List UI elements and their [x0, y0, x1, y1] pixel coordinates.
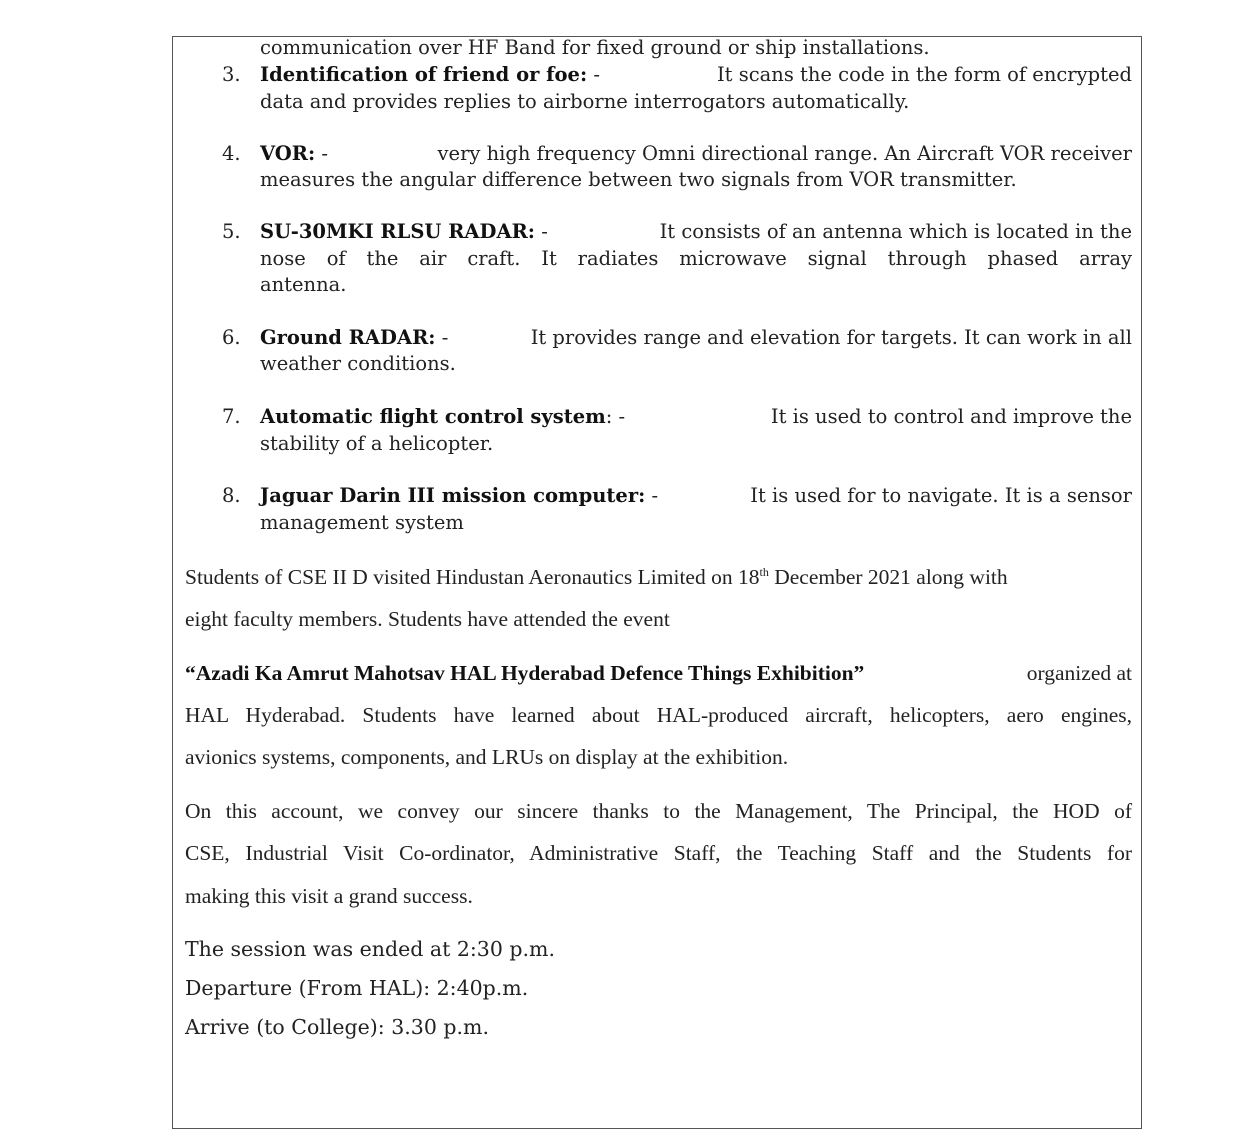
item-text: It is used for to navigate. It is a sensor	[750, 484, 1132, 507]
item-number: 5.	[222, 220, 241, 243]
list-item-vor	[260, 142, 1132, 165]
session-end-time: The session was ended at 2:30 p.m.	[185, 937, 555, 961]
item-number: 8.	[222, 484, 241, 507]
item-term: Jaguar Darin III mission computer:	[260, 484, 646, 507]
visit-paragraph-line	[185, 565, 1132, 590]
exhibition-paragraph-line: avionics systems, components, and LRUs on display at the exhibition.	[185, 745, 789, 769]
visit-text: Students of CSE II D visited Hindustan Aeronautics Limited on 18	[185, 565, 760, 589]
item-text: data and provides replies to airborne interrogators automatically.	[260, 90, 910, 113]
item-number: 7.	[222, 405, 241, 428]
exhibition-paragraph-line	[185, 661, 1132, 686]
item-text: very high frequency Omni directional range. An Aircraft VOR receiver	[437, 142, 1132, 165]
arrival-time: Arrive (to College): 3.30 p.m.	[185, 1015, 489, 1039]
exhibition-title: “Azadi Ka Amrut Mahotsav HAL Hyderabad Defence Things Exhibition”	[185, 661, 865, 685]
list-item-afcs	[260, 405, 1132, 428]
item-text: It consists of an antenna which is located in the	[659, 220, 1132, 243]
exhibition-text: organized at	[1026, 661, 1132, 685]
item-term: Identification of friend or foe:	[260, 63, 588, 86]
item-text: management system	[260, 511, 464, 534]
list-item-su30-radar	[260, 220, 1132, 243]
item-text: It scans the code in the form of encrypted	[716, 63, 1132, 86]
departure-time: Departure (From HAL): 2:40p.m.	[185, 976, 529, 1000]
item-text: It is used to control and improve the	[770, 405, 1132, 428]
item-number: 4.	[222, 142, 241, 165]
list-item-iff	[260, 63, 1132, 86]
thanks-paragraph-line: On this account, we convey our sincere thanks to the Management, The Principal, the HOD of	[185, 799, 1132, 823]
item-number: 3.	[222, 63, 241, 86]
item-separator: : -	[605, 405, 632, 428]
item-text: It provides range and elevation for targets. It can work in all	[530, 326, 1132, 349]
exhibition-paragraph-line: HAL Hyderabad. Students have learned about HAL-produced aircraft, helicopters, aero engines,	[185, 703, 1132, 727]
thanks-paragraph-line: making this visit a grand success.	[185, 884, 473, 908]
item-term: Ground RADAR:	[260, 326, 436, 349]
item-separator: -	[315, 142, 335, 165]
item-separator: -	[645, 484, 665, 507]
item-text: antenna.	[260, 273, 347, 296]
item-text: nose of the air craft. It radiates microwave signal through phased array	[260, 247, 1132, 270]
list-item-ground-radar	[260, 326, 1132, 349]
visit-text: December 2021 along with	[768, 565, 1008, 589]
item-term: VOR:	[260, 142, 316, 165]
intro-tail: communication over HF Band for fixed ground or ship installations.	[260, 36, 930, 59]
item-number: 6.	[222, 326, 241, 349]
date-suffix: th	[759, 564, 769, 579]
item-term: Automatic flight control system	[260, 405, 606, 428]
item-separator: -	[435, 326, 455, 349]
thanks-paragraph-line: CSE, Industrial Visit Co-ordinator, Administrative Staff, the Teaching Staff and the Students for	[185, 841, 1132, 865]
item-separator: -	[587, 63, 607, 86]
item-separator: -	[535, 220, 554, 243]
item-text: stability of a helicopter.	[260, 432, 494, 455]
visit-paragraph-line: eight faculty members. Students have attended the event	[185, 607, 670, 631]
item-term: SU-30MKI RLSU RADAR:	[260, 220, 535, 243]
list-item-jaguar	[260, 484, 1132, 507]
item-text: weather conditions.	[260, 352, 456, 375]
item-text: measures the angular difference between two signals from VOR transmitter.	[260, 168, 1017, 191]
